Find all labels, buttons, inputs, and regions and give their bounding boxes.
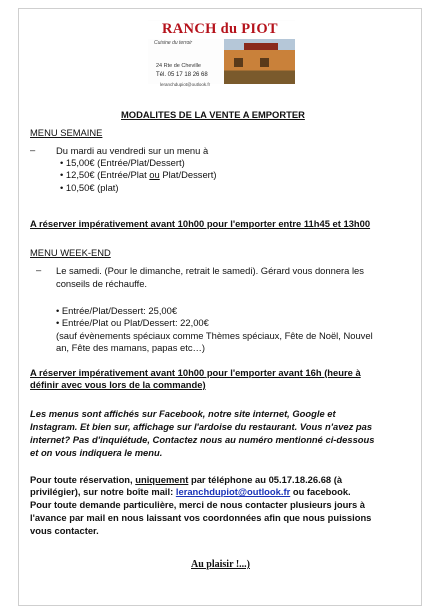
- menu-weekend-heading: MENU WEEK-END: [30, 247, 111, 258]
- bullet-item: • 10,50€ (plat): [60, 182, 119, 193]
- request-line-1: Pour toute demande particulière, merci de nous contacter plusieurs jours à: [30, 499, 365, 510]
- weekend-line-1: Le samedi. (Pour le dimanche, retrait le samedi). Gérard vous donnera les: [56, 265, 364, 276]
- closing-text: Au plaisir !...): [191, 559, 250, 570]
- weekend-exception-2: an, Fête des mamans, papas etc…): [56, 342, 206, 353]
- semaine-item-2a: 12,50€ (Entrée/Plat: [65, 169, 150, 180]
- weekend-exception-1: (sauf évènements spéciaux comme Thèmes spéciaux, Fête de Noël, Nouvel: [56, 330, 373, 341]
- restaurant-window: [234, 58, 243, 67]
- info-line-3: internet? Pas d'inquiétude, Contactez nous au numéro mentionné ci-dessous: [30, 434, 375, 445]
- logo-address: 24 Rte de Cheville: [156, 63, 201, 69]
- contact-line-2a: privilégier), sur notre boîte mail:: [30, 486, 176, 497]
- document-page: [18, 8, 422, 606]
- weekend-reservation-note-2: définir avec vous lors de la commande): [30, 379, 206, 390]
- weekend-reservation-note-1: A réserver impérativement avant 10h00 pour l'emporter avant 16h (heure à: [30, 367, 361, 378]
- semaine-item-3: 10,50€ (plat): [65, 182, 119, 193]
- weekend-line-2: conseils de réchauffe.: [56, 278, 148, 289]
- dash-marker: –: [30, 144, 36, 155]
- info-line-4: et on vous indiquera le menu.: [30, 447, 163, 458]
- info-line-1: Les menus sont affichés sur Facebook, notre site internet, Google et: [30, 408, 336, 419]
- bullet-item: • 12,50€ (Entrée/Plat ou Plat/Dessert): [60, 169, 217, 180]
- bullet-item: • Entrée/Plat/Dessert: 25,00€: [56, 305, 178, 316]
- semaine-intro: Du mardi au vendredi sur un menu à: [56, 145, 209, 156]
- contact-uniquement: uniquement: [135, 474, 189, 485]
- contact-line-2b: ou facebook.: [290, 486, 351, 497]
- dash-marker: –: [36, 264, 42, 275]
- request-line-3: vous contacter.: [30, 525, 99, 536]
- logo-subtitle: Cuisine du terroir: [154, 40, 193, 46]
- request-line-2: l'avance par mail en nous laissant vos coordonnées afin que nous puissions: [30, 512, 372, 523]
- weekend-item-1: Entrée/Plat/Dessert: 25,00€: [61, 305, 178, 316]
- contact-line-1c: par téléphone au 05.17.18.26.68 (à: [188, 474, 343, 485]
- bullet-item: • 15,00€ (Entrée/Plat/Dessert): [60, 157, 185, 168]
- restaurant-logo: [148, 20, 295, 87]
- logo-email: leranchdupiot@outlook.fr: [160, 82, 211, 87]
- logo-phone: Tél. 05 17 18 26 68: [156, 72, 208, 78]
- info-line-2: Instagram. Et bien sur, affichage sur l'ardoise du restaurant. Vous n'avez pas: [30, 421, 373, 432]
- document-title: MODALITES DE LA VENTE A EMPORTER: [121, 109, 305, 120]
- semaine-item-2b: Plat/Dessert): [159, 169, 217, 180]
- contact-line-2: [30, 486, 351, 498]
- logo-title: RANCH du PIOT: [148, 21, 295, 39]
- restaurant-window: [260, 58, 269, 67]
- restaurant-sign: [244, 43, 278, 50]
- email-link[interactable]: leranchdupiot@outlook.fr: [175, 486, 291, 497]
- contact-line-1a: Pour toute réservation,: [30, 474, 136, 485]
- weekend-item-2: Entrée/Plat ou Plat/Dessert: 22,00€: [61, 317, 209, 328]
- semaine-item-1: 15,00€ (Entrée/Plat/Dessert): [65, 157, 185, 168]
- bullet-item: • Entrée/Plat ou Plat/Dessert: 22,00€: [56, 317, 209, 328]
- semaine-reservation-note: A réserver impérativement avant 10h00 pour l'emporter entre 11h45 et 13h00: [30, 218, 371, 229]
- semaine-item-2-or: ou: [149, 169, 160, 180]
- contact-line-1: [30, 474, 342, 486]
- menu-semaine-heading: MENU SEMAINE: [30, 127, 103, 138]
